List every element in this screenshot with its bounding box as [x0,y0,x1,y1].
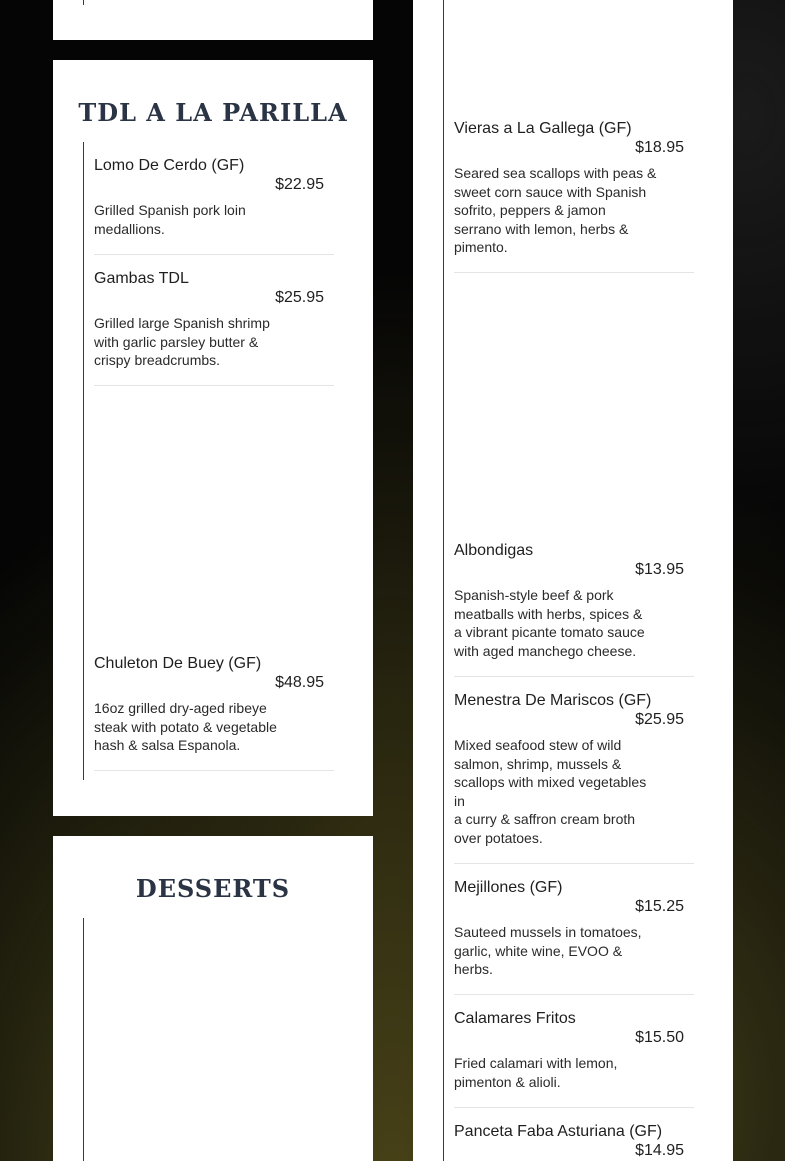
menu-item-name: Vieras a La Gallega (GF) [454,120,632,137]
menu-item [454,541,694,677]
menu-item [94,269,334,386]
menu-item-name: Albondigas [454,542,534,559]
menu-item-description: Seared sea scallops with peas & sweet corn sauce with Spanish sofrito, peppers & jamon serrano with lemon, herbs & pimento. [454,165,657,255]
menu-item-price: $15.25 [635,898,684,915]
menu-item-price: $25.95 [275,289,324,306]
section-divider-line [83,918,84,1161]
menu-item [454,1122,694,1161]
section-title-parilla: TDL A LA PARILLA [78,98,348,127]
menu-item [454,691,694,864]
section-title-desserts: DESSERTS [135,874,291,903]
menu-item [454,119,694,273]
menu-item-name: Lomo De Cerdo (GF) [94,157,245,174]
menu-item-name: Panceta Faba Asturiana (GF) [454,1123,663,1140]
menu-item-description: 16oz grilled dry-aged ribeye steak with potato & vegetable hash & salsa Espanola. [94,700,277,753]
menu-panel-desserts [53,836,373,1161]
menu-item-price: $14.95 [635,1142,684,1159]
menu-item-name: Calamares Fritos [454,1010,576,1027]
menu-item-description: Sauteed mussels in tomatoes, garlic, white wine, EVOO & herbs. [454,924,642,977]
section-divider-line [443,0,444,1161]
menu-panel-parilla [53,60,373,816]
menu-item-name: Gambas TDL [94,270,189,287]
menu-item-name: Chuleton De Buey (GF) [94,655,262,672]
menu-item-description: Grilled large Spanish shrimp with garlic parsley butter & crispy breadcrumbs. [94,315,270,368]
menu-item-name: Mejillones (GF) [454,879,563,896]
menu-item [454,1009,694,1108]
menu-item-description: Spanish-style beef & pork meatballs with herbs, spices & a vibrant picante tomato sauce with aged manchego cheese. [454,587,645,659]
section-divider-line [83,142,84,780]
menu-item [94,156,334,255]
menu-item-price: $25.95 [635,711,684,728]
menu-item [454,878,694,995]
menu-item-price: $48.95 [275,674,324,691]
menu-item-description: Grilled Spanish pork loin medallions. [94,202,246,237]
menu-item-price: $15.50 [635,1029,684,1046]
menu-item [94,654,334,771]
menu-item-name: Menestra De Mariscos (GF) [454,692,652,709]
menu-panel-tapas [413,0,733,1161]
menu-item-description: Fried calamari with lemon, pimenton & alioli. [454,1055,618,1090]
section-divider-line [83,0,84,5]
menu-item-price: $22.95 [275,176,324,193]
menu-item-description: Mixed seafood stew of wild salmon, shrimp, mussels & scallops with mixed vegetables in a curry & saffron cream broth over potatoes. [454,737,647,846]
menu-item-price: $13.95 [635,561,684,578]
menu-panel-top-left [53,0,373,40]
menu-item-price: $18.95 [635,139,684,156]
